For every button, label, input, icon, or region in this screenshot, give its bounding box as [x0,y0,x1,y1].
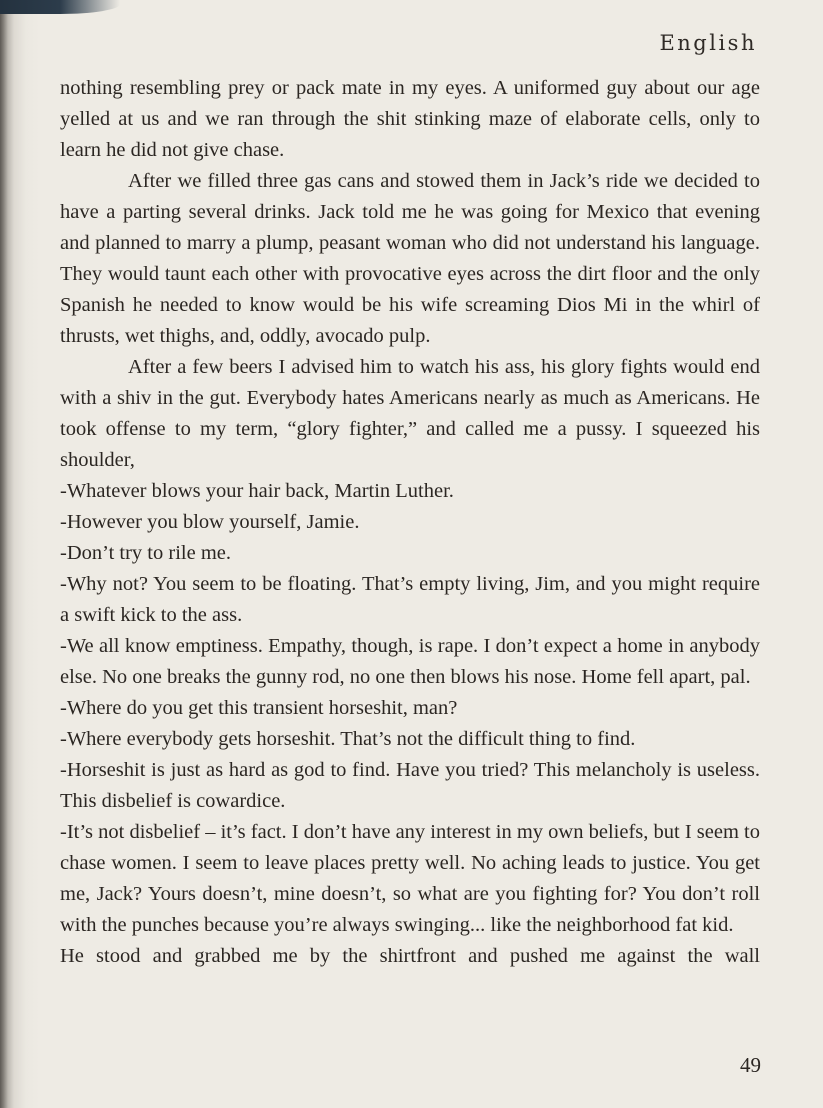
dialogue-line: -Whatever blows your hair back, Martin Luther. [60,480,454,502]
page-number: 49 [740,1053,761,1077]
dialogue-line: -Where everybody gets horseshit. That’s not the difficult thing to find. [60,728,636,750]
body-text [60,73,760,972]
dialogue-line: -Why not? You seem to be floating. That’s empty living, Jim, and you might require a swift kick to the ass. [60,573,760,626]
dialogue-line: -Horseshit is just as hard as god to find. Have you tried? This melancholy is useless. This disbelief is cowardice. [60,759,760,812]
paragraph: After we filled three gas cans and stowed them in Jack’s ride we decided to have a parting several drinks. Jack told me he was going for Mexico that evening and planned to marry a plump, peasant woman who did not understand his language. They would taunt each other with provocative eyes across the dirt floor and the only Spanish he needed to know would be his wife screaming Dios Mi in the whirl of thrusts, wet thighs, and, oddly, avocado pulp. [60,170,760,347]
page-corner-shadow [0,0,120,14]
dialogue-line: -Don’t try to rile me. [60,542,231,564]
paragraph: After a few beers I advised him to watch his ass, his glory fights would end with a shiv in the gut. Everybody hates Americans nearly as much as Americans. He took offense to my term, “glory fighter,” and called me a pussy. I squeezed his shoulder, [60,356,760,471]
dialogue-line: -We all know emptiness. Empathy, though, is rape. I don’t expect a home in anybody else. No one breaks the gunny rod, no one then blows his nose. Home fell apart, pal. [60,635,760,688]
dialogue-line: -Where do you get this transient horseshit, man? [60,697,458,719]
dialogue-line: -It’s not disbelief – it’s fact. I don’t have any interest in my own beliefs, but I seem to chase women. I seem to leave places pretty well. No aching leads to justice. You get me, Jack? Yours doesn’t, mine doesn’t, so what are you fighting for? You don’t roll with the punches because you’re always swinging... like the neighborhood fat kid. [60,821,760,936]
dialogue-line: -However you blow yourself, Jamie. [60,511,360,533]
paragraph: nothing resembling prey or pack mate in my eyes. A uniformed guy about our age yelled at us and we ran through the shit stinking maze of elaborate cells, only to learn he did not give chase. [60,77,760,161]
running-header: English [659,31,757,55]
paragraph: He stood and grabbed me by the shirtfront and pushed me against the wall [60,945,760,967]
